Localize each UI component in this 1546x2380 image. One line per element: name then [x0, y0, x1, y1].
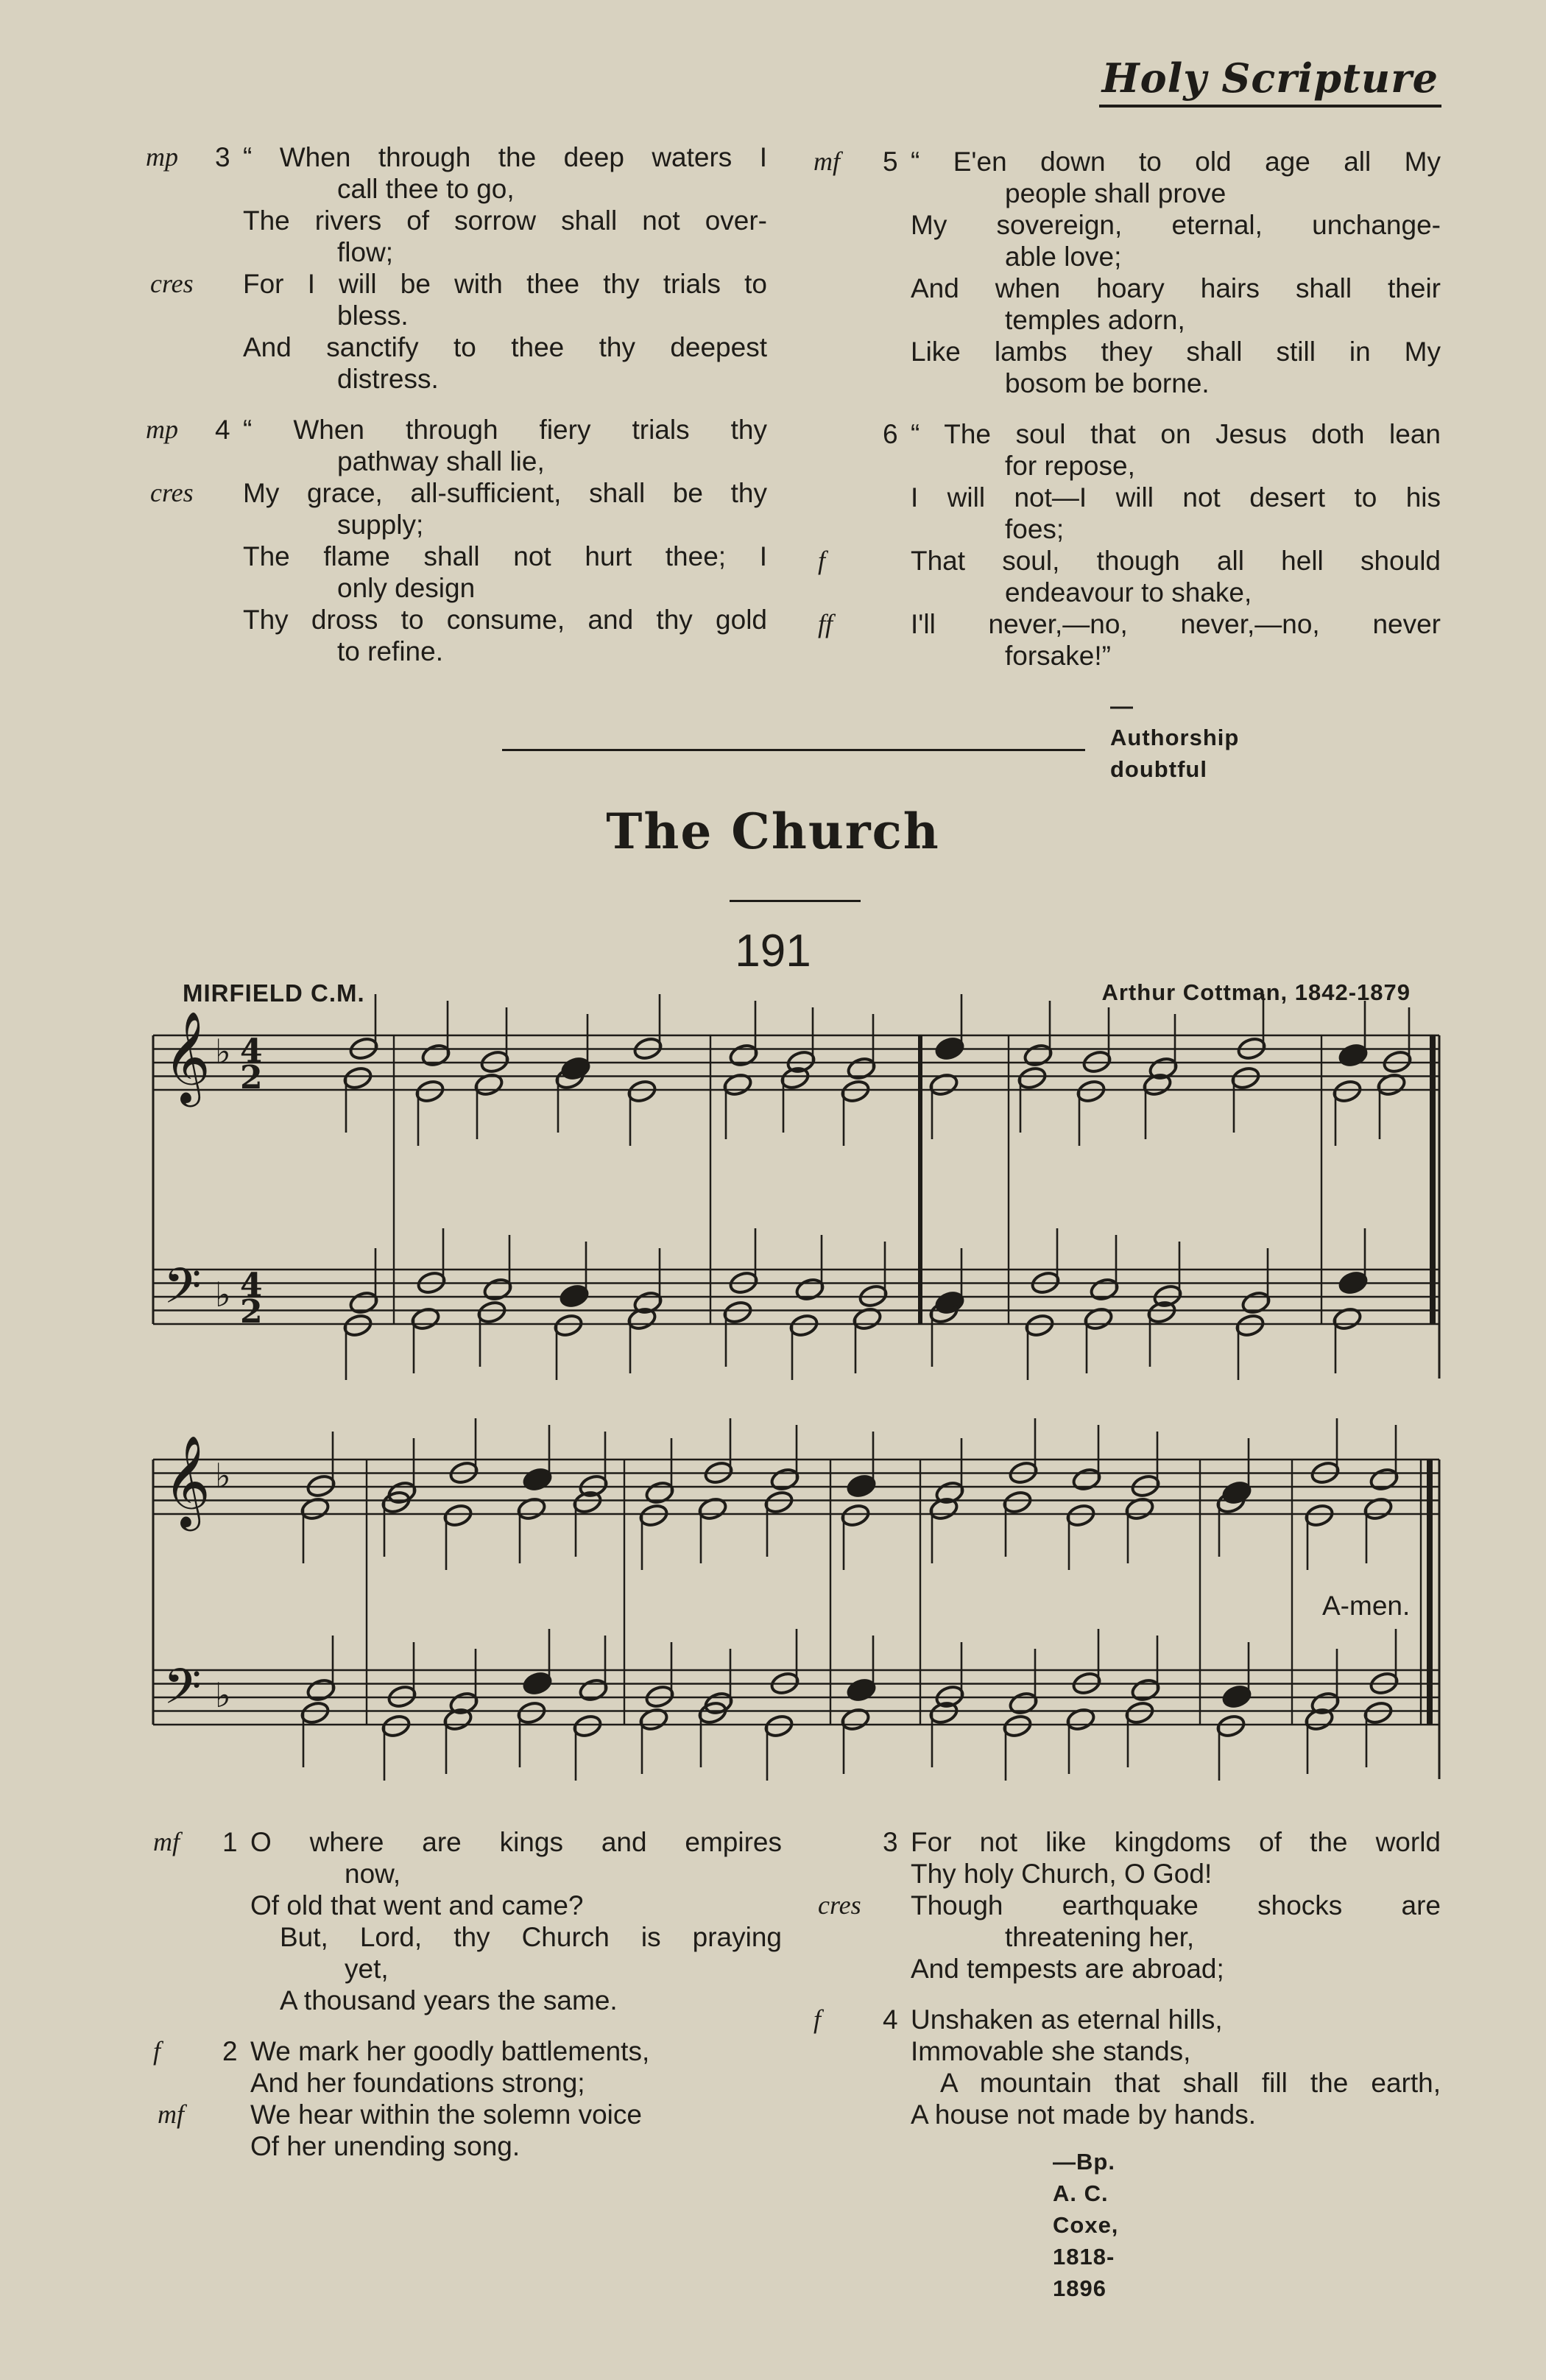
- verse-text: For not like kingdoms of the world: [911, 1827, 1441, 1857]
- verse-text: For I will be with thee thy trials to: [243, 269, 767, 299]
- verse-text: My grace, all-sufficient, shall be thy: [243, 478, 767, 508]
- flat-key-signature-icon: ♭: [215, 1456, 231, 1496]
- treble-clef-icon: 𝄞: [163, 1435, 211, 1527]
- verse-line: [250, 1858, 782, 1890]
- verse-text: Thy holy Church, O God!: [911, 1859, 1213, 1889]
- verse-line: [911, 1953, 1441, 1985]
- verse-line: [250, 1921, 782, 1953]
- verse-text: And her foundations strong;: [250, 2068, 585, 2098]
- treble-clef-icon: 𝄞: [163, 1011, 211, 1103]
- verse-text: threatening her,: [1005, 1922, 1195, 1952]
- verse-text: yet,: [345, 1954, 389, 1984]
- stanza-number: 6: [883, 419, 898, 449]
- verse-text: bless.: [337, 300, 409, 331]
- verse-line: [250, 1953, 782, 1985]
- time-signature: 4: [240, 1267, 263, 1304]
- time-signature: 2: [240, 1293, 263, 1331]
- dynamic-marking: mf: [158, 2099, 184, 2129]
- verse-text: My sovereign, eternal, unchange-: [911, 210, 1441, 240]
- hymn-credit: —Bp. A. C. Coxe, 1818-1896: [1053, 2149, 1119, 2301]
- verse-text: The rivers of sorrow shall not over-: [243, 205, 767, 236]
- verse-text: people shall prove: [1005, 178, 1226, 208]
- verse-line: [250, 1890, 782, 1921]
- stanza-number: 1: [222, 1827, 238, 1857]
- verse-line: [818, 1890, 1441, 1921]
- verse-text: That soul, though all hell should: [911, 546, 1441, 576]
- dynamic-marking: cres: [818, 1890, 861, 1920]
- verse-line: [911, 1858, 1441, 1890]
- verse-text: for repose,: [1005, 451, 1135, 481]
- dynamic-marking: f: [813, 2004, 822, 2034]
- stanza: [813, 2004, 1441, 2130]
- verse-text: I'll never,—no, never,—no, never: [911, 609, 1441, 639]
- verse-text: “ When through fiery trials thy: [243, 415, 767, 445]
- verse-line: [250, 1985, 782, 2016]
- verse-text: A thousand years the same.: [280, 1985, 618, 2015]
- verse-text: “ E'en down to old age all My: [911, 147, 1441, 177]
- verse-text: Of her unending song.: [250, 2131, 520, 2161]
- stanza-number: 3: [883, 1827, 898, 1857]
- verse-line: [883, 1826, 1441, 1858]
- verse-text: flow;: [337, 237, 394, 267]
- verse-text: And tempests are abroad;: [911, 1954, 1224, 1984]
- flat-key-signature-icon: ♭: [215, 1032, 231, 1071]
- previous-hymn-credit: —Authorship doubtful: [1110, 693, 1240, 782]
- dynamic-marking: mf: [813, 147, 840, 176]
- hymn-number: 191: [735, 926, 811, 976]
- verse-text: to refine.: [337, 636, 443, 666]
- verse-text: endeavour to shake,: [1005, 577, 1252, 608]
- stanza: [818, 1826, 1441, 1985]
- composer-credit: Arthur Cottman, 1842-1879: [1101, 979, 1411, 1005]
- verse-line: [911, 2035, 1441, 2067]
- verse-text: Of old that went and came?: [250, 1890, 584, 1920]
- verse-line: [911, 1921, 1441, 1953]
- verse-line: [153, 2035, 782, 2067]
- dynamic-marking: cres: [150, 269, 194, 298]
- verse-text: able love;: [1005, 242, 1122, 272]
- verse-text: Though earthquake shocks are: [911, 1890, 1441, 1920]
- bass-clef-icon: 𝄢: [163, 1258, 202, 1326]
- flat-key-signature-icon: ♭: [215, 1275, 231, 1314]
- tune-name: MIRFIELD C.M.: [183, 979, 365, 1007]
- verse-text: pathway shall lie,: [337, 446, 545, 476]
- stanza-number: 2: [222, 2036, 238, 2066]
- verse-line: [911, 2067, 1441, 2099]
- verse-text: Thy dross to consume, and thy gold: [243, 605, 767, 635]
- verse-text: And when hoary hairs shall their: [911, 273, 1441, 303]
- stanza: [153, 2035, 782, 2162]
- verse-text: O where are kings and empires: [250, 1827, 782, 1857]
- dynamic-marking: cres: [150, 478, 194, 507]
- verse-text: call thee to go,: [337, 174, 515, 204]
- dynamic-marking: mp: [146, 415, 178, 444]
- verse-text: temples adorn,: [1005, 305, 1185, 335]
- verse-text: foes;: [1005, 514, 1065, 544]
- verse-text: Like lambs they shall still in My: [911, 337, 1441, 367]
- stanza: [153, 1826, 782, 2016]
- verse-text: But, Lord, thy Church is praying: [280, 1922, 782, 1952]
- section-title: The Church: [606, 803, 940, 860]
- dynamic-marking: f: [818, 546, 826, 575]
- verse-text: now,: [345, 1859, 401, 1889]
- verse-line: [250, 2067, 782, 2099]
- verses-left-column: [153, 1826, 782, 2181]
- dynamic-marking: mp: [146, 142, 178, 172]
- verses-right-column: [813, 1826, 1441, 2150]
- stanza-number: 3: [215, 142, 230, 172]
- verse-text: A mountain that shall fill the earth,: [940, 2068, 1441, 2098]
- verse-text: only design: [337, 573, 476, 603]
- stanza-number: 4: [215, 415, 230, 445]
- stanza-number: 4: [883, 2004, 898, 2035]
- page-header: Holy Scripture: [1099, 54, 1441, 108]
- time-signature: 2: [240, 1059, 263, 1096]
- stanza-number: 5: [883, 147, 898, 177]
- verse-text: I will not—I will not desert to his: [911, 482, 1441, 513]
- flat-key-signature-icon: ♭: [215, 1675, 231, 1715]
- verse-text: bosom be borne.: [1005, 368, 1210, 398]
- verse-text: distress.: [337, 364, 439, 394]
- verse-line: [250, 2130, 782, 2162]
- amen-lyric: A-men.: [1322, 1591, 1411, 1621]
- time-signature: 4: [240, 1032, 263, 1070]
- verse-text: forsake!”: [1005, 641, 1111, 671]
- verse-text: Unshaken as eternal hills,: [911, 2004, 1223, 2035]
- verse-line: [158, 2099, 782, 2130]
- bass-clef-icon: 𝄢: [163, 1658, 202, 1727]
- verse-text: Immovable she stands,: [911, 2036, 1191, 2066]
- verse-text: “ When through the deep waters I: [243, 142, 767, 172]
- verse-line: [911, 2099, 1441, 2130]
- verse-text: The flame shall not hurt thee; I: [243, 541, 767, 571]
- verse-line: [153, 1826, 782, 1858]
- verse-text: A house not made by hands.: [911, 2099, 1257, 2130]
- verse-line: [813, 2004, 1441, 2035]
- verse-text: “ The soul that on Jesus doth lean: [911, 419, 1441, 449]
- verse-text: We mark her goodly battlements,: [250, 2036, 650, 2066]
- dynamic-marking: mf: [153, 1827, 180, 1856]
- dynamic-marking: ff: [818, 609, 833, 638]
- dynamic-marking: f: [153, 2036, 161, 2066]
- verse-text: supply;: [337, 510, 424, 540]
- verse-text: And sanctify to thee thy deepest: [243, 332, 767, 362]
- verse-text: We hear within the solemn voice: [250, 2099, 642, 2130]
